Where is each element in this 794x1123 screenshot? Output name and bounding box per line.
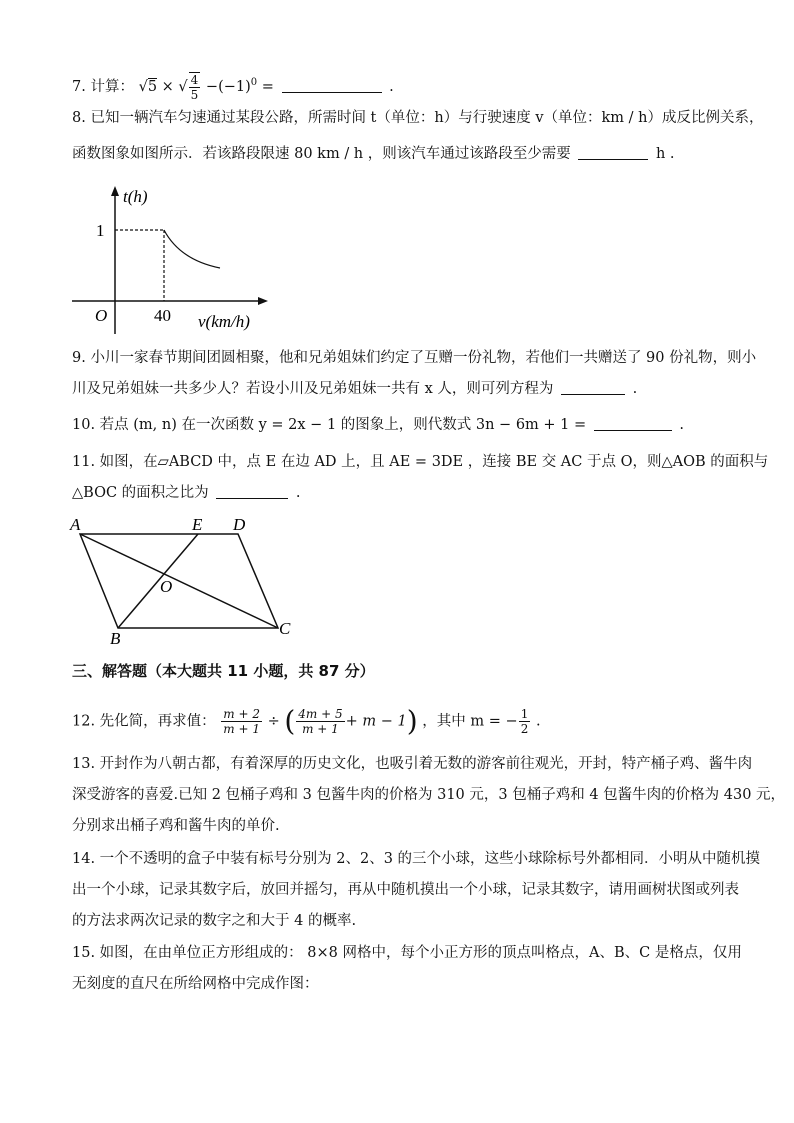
q7-sqrt5: 5 [147,79,158,95]
q10-text: 10. 若点 (m, n) 在一次函数 y = 2x − 1 的图象上，则代数式 3n − 6m + 1 = [72,417,587,433]
q12-f2-den: m + 1 [302,722,339,736]
q11-text: △BOC 的面积之比为 [72,485,209,501]
point-o-label: O [160,577,173,596]
q7-frac-num: 4 [190,73,199,87]
right-paren: ) [406,704,418,738]
q14-line1: 14. 一个不透明的盒子中装有标号分别为 2、2、3 的三个小球，这些小球除标号外都相同．小明从中随机摸 [72,851,761,867]
hyperbola-curve [164,230,220,268]
q9-line1: 9. 小川一家春节期间团圆相聚，他和兄弟姐妹们约定了互赠一份礼物，若他们一共赠送了 90 份礼物，则小 [72,350,757,366]
x-axis-label: v(km/h) [198,312,250,331]
x-axis-arrow [258,297,268,305]
left-paren: ( [284,704,296,738]
q9-line2 [72,379,637,399]
q10-answer-blank [594,416,672,431]
q9-end: . [632,381,638,397]
q12-line [72,704,541,738]
segment-be [118,534,198,628]
q13-line3: 分别求出桶子鸡和酱牛肉的单价. [72,818,280,834]
q10-end: . [679,417,684,433]
q15-line2: 无刻度的直尺在所给网格中完成作图： [72,976,319,992]
times-sign: × [161,79,174,95]
q7-eq: = [261,79,279,95]
point-d-label: D [233,515,246,534]
q8-answer-blank [578,145,648,160]
q11-line1: 11. 如图，在▱ABCD 中，点 E 在边 AD 上，且 AE = 3DE ，连接 BE 交 AC 于点 O，则△AOB 的面积与 [72,454,769,470]
q12-tail: + m − 1 [345,713,407,730]
section-3-heading: 三、解答题（本大题共 11 小题，共 87 分） [72,662,375,680]
origin-label: O [95,306,108,325]
q12-f1-num: m + 2 [223,707,260,721]
q8-line2 [72,144,675,164]
diagonal-ac [80,534,278,628]
q14-line2: 出一个小球，记录其数字后，放回并摇匀，再从中随机摸出一个小球，记录其数字，请用画树状图或列表 [72,882,739,898]
q11-answer-blank [216,484,288,499]
y-axis-label: t(h) [123,187,148,206]
q7-label: 计算： [90,79,134,95]
q7-number: 7. [72,79,86,95]
sqrt-sign: √ [178,79,188,95]
q7-exp: 0 [250,77,258,89]
q15-line1: 15. 如图，在由单位正方形组成的： 8×8 网格中，每个小正方形的顶点叫格点，A、B、C 是格点，仅用 [72,945,742,961]
q12-div: ÷ [267,713,280,730]
y-axis-arrow [111,186,119,196]
q12-fraction-1 [221,707,262,736]
q12-cond: ，其中 m = − [422,713,518,730]
y-tick-label: 1 [96,221,105,240]
q9-answer-blank [561,380,625,395]
point-e-label: E [192,515,203,534]
q12-half [519,707,531,736]
point-b-label: B [110,629,121,648]
q8-line1: 8. 已知一辆汽车匀速通过某段公路，所需时间 t（单位：h）与行驶速度 v（单位：km / h）成反比例关系， [72,110,764,126]
sqrt-sign: √ [138,79,148,95]
point-a-label: A [70,515,81,534]
x-tick-label: 40 [154,306,171,325]
q13-line2: 深受游客的喜爱.已知 2 包桶子鸡和 3 包酱牛肉的价格为 310 元，3 包桶子鸡和 4 包酱牛肉的价格为 430 元， [72,787,786,803]
q11-line2 [72,483,301,503]
q12-f2-num: 4m + 5 [298,707,343,721]
q14-line3: 的方法求两次记录的数字之和大于 4 的概率. [72,913,357,929]
q8-text: 函数图象如图所示．若该路段限速 80 km / h ，则该汽车通过该路段至少需要 [72,146,571,162]
q12-half-num: 1 [520,707,529,721]
q12-fraction-2 [296,707,344,736]
q7-fraction [189,72,201,102]
q7-end: . [389,79,394,95]
q12-f1-den: m + 1 [223,722,260,736]
q12-label: 12. 先化简，再求值： [72,713,216,730]
parallelogram-figure [66,510,306,650]
q7-line [72,72,394,102]
q7-frac-den: 5 [190,88,199,102]
q13-line1: 13. 开封作为八朝古都，有着深厚的历史文化，也吸引着无数的游客前往观光，开封，特产桶子鸡、酱牛肉 [72,756,753,772]
q7-rest: −(−1) [205,79,251,95]
q10-line [72,415,684,435]
inverse-proportion-graph [68,182,278,338]
q7-answer-blank [282,78,382,93]
q12-end: . [535,713,541,730]
q12-half-den: 2 [520,722,529,736]
q9-text: 川及兄弟姐妹一共多少人？若设小川及兄弟姐妹一共有 x 人，则可列方程为 [72,381,554,397]
q8-end: h . [655,146,675,162]
point-c-label: C [279,619,291,638]
q11-end: . [295,485,301,501]
